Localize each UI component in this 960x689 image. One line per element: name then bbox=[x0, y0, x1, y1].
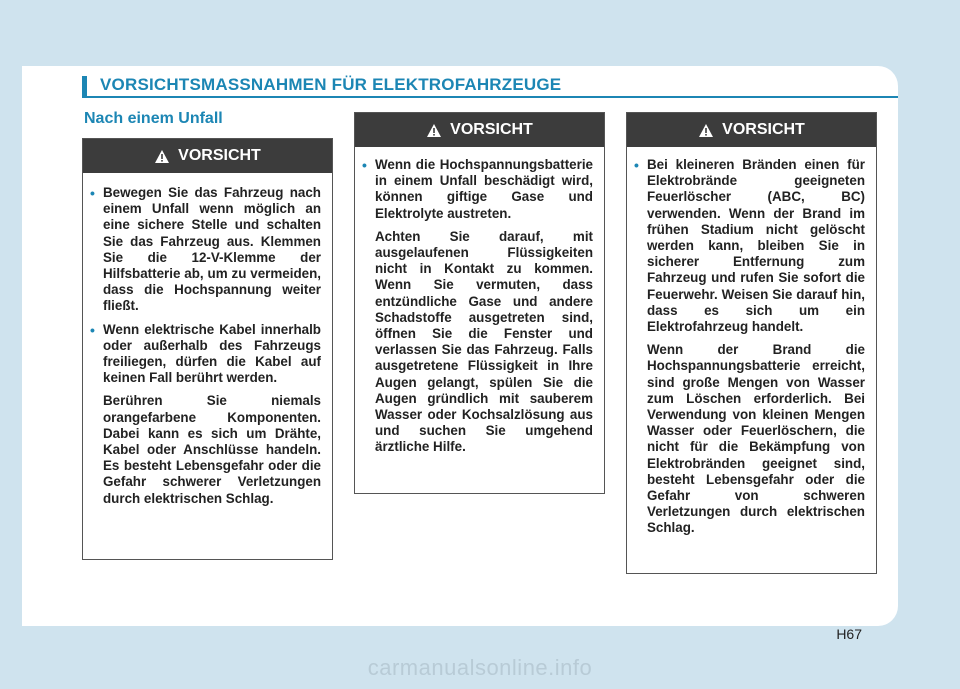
caution-paragraph: Berühren Sie niemals orangefarbene Komponenten. Dabei kann es sich um Drähte, Kabel oder Anschlüsse handeln. Es besteht Lebensgefahr oder die Gefahr schwerer Verletzungen durch elektrischen Schlag. bbox=[103, 393, 321, 506]
caution-header-label: VORSICHT bbox=[178, 147, 261, 164]
caution-header-label: VORSICHT bbox=[722, 121, 805, 138]
caution-content bbox=[627, 147, 876, 554]
caution-paragraph: Wenn der Brand die Hochspannungsbatterie erreicht, sind große Mengen von Wasser zum Löschen erforderlich. Bei Verwendung von kleinen Mengen Wasser oder Feuerlöschern, die nicht für die Bekämpfung von Elektrobränden geeignet sind, besteht Lebensgefahr oder die Gefahr von schweren Verletzungen durch elektrischen Schlag. bbox=[647, 342, 865, 536]
caution-box-3 bbox=[626, 112, 877, 574]
subheading: Nach einem Unfall bbox=[84, 110, 223, 127]
caution-header-label: VORSICHT bbox=[450, 121, 533, 138]
section-title: VORSICHTSMASSNAHMEN FÜR ELEKTROFAHRZEUGE bbox=[100, 75, 562, 94]
manual-page bbox=[22, 66, 898, 642]
caution-paragraph: Achten Sie darauf, mit ausgelaufenen Flüssigkeiten nicht in Kontakt zu kommen. Wenn Sie vermuten, dass entzündliche Gase und andere Schadstoffe ausgetreten sind, öffnen Sie die Fenster und verlassen Sie das Fahrzeug. Falls ausgetretene Flüssigkeit in Ihre Augen gelangt, spülen Sie die Augen gründlich mit sauberem Wasser oder Kochsalzlösung aus und suchen Sie umgehend ärztliche Hilfe. bbox=[375, 228, 593, 455]
caution-header bbox=[83, 139, 332, 173]
warning-icon bbox=[426, 123, 442, 138]
caution-content bbox=[83, 173, 332, 524]
caution-content bbox=[355, 147, 604, 473]
caution-box-2 bbox=[354, 112, 605, 494]
caution-header bbox=[627, 113, 876, 147]
caution-paragraph: • Wenn die Hochspannungsbatterie in einem Unfall beschädigt wird, können giftige Gase und Elektrolyte austreten. bbox=[362, 157, 593, 221]
caution-box-1 bbox=[82, 138, 333, 560]
page-number: H67 bbox=[836, 626, 862, 642]
warning-icon bbox=[698, 123, 714, 138]
warning-icon bbox=[154, 149, 170, 164]
bullet-icon: • bbox=[90, 321, 95, 338]
caution-paragraph: • Bewegen Sie das Fahrzeug nach einem Unfall wenn möglich an eine sichere Stelle und schalten Sie das Fahrzeug aus. Klemmen Sie die 12-V-Klemme der Hilfsbatterie ab, um zu vermeiden, dass die Hochspannung weiter fließt. bbox=[90, 185, 321, 314]
section-header bbox=[82, 74, 898, 98]
bullet-icon: • bbox=[90, 185, 95, 201]
caution-header bbox=[355, 113, 604, 147]
section-header-bar bbox=[82, 76, 87, 96]
bullet-icon: • bbox=[634, 157, 639, 173]
caution-paragraph: • Wenn elektrische Kabel innerhalb oder außerhalb des Fahrzeugs freiliegen, dürfen die Kabel auf keinen Fall berührt werden. bbox=[90, 321, 321, 386]
bullet-icon: • bbox=[362, 157, 367, 173]
caution-paragraph: • Bei kleineren Bränden einen für Elektrobrände geeigneten Feuerlöscher (ABC, BC) verwenden. Wenn der Brand im frühen Stadium nicht gelöscht werden kann, bleiben Sie in sicherer Entfernung zum Fahrzeug und rufen Sie sofort die Feuerwehr. Weisen Sie darauf hin, dass es sich um ein Elektrofahrzeug handelt. bbox=[634, 157, 865, 335]
watermark: carmanualsonline.info bbox=[367, 655, 593, 680]
